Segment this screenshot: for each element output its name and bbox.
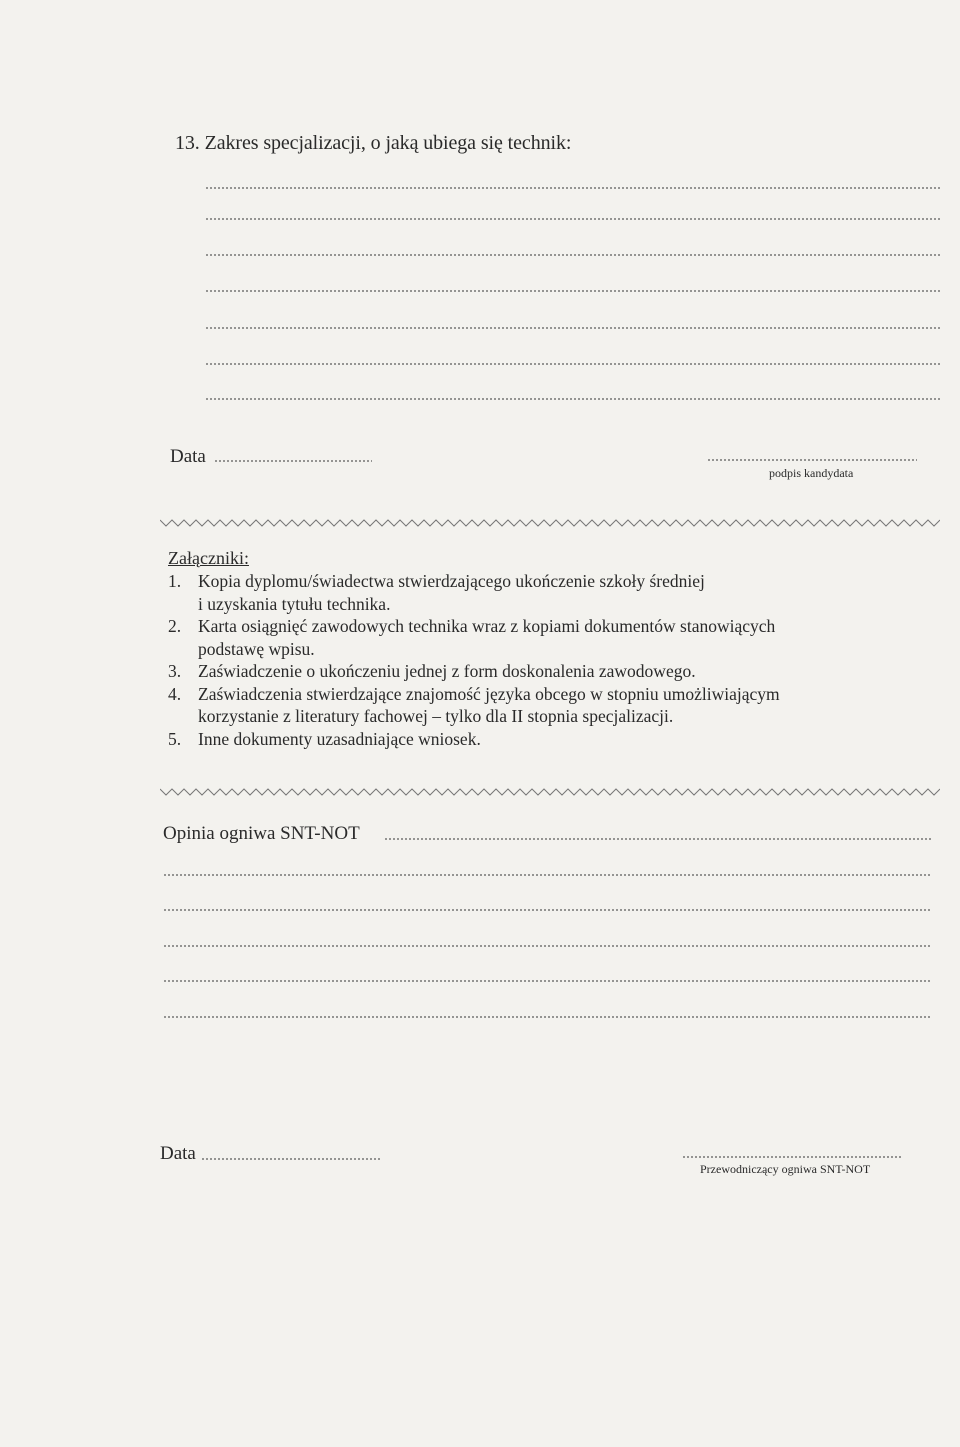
- candidate-signature-field[interactable]: [707, 459, 917, 461]
- list-item-number: 5.: [168, 728, 182, 749]
- answer-line-5[interactable]: [205, 327, 942, 329]
- list-item: [168, 615, 938, 660]
- opinion-label: Opinia ogniwa SNT-NOT: [163, 823, 360, 844]
- opinion-line-4[interactable]: [163, 945, 932, 947]
- opinion-date-field[interactable]: [201, 1158, 380, 1160]
- list-item-text: i uzyskania tytułu technika.: [198, 593, 391, 614]
- answer-line-6[interactable]: [205, 363, 942, 365]
- list-item-text: Zaświadczenie o ukończeniu jednej z form doskonalenia zawodowego.: [198, 661, 696, 681]
- list-item: [168, 728, 938, 751]
- list-item-number: 3.: [168, 661, 182, 681]
- section-divider: [160, 518, 940, 528]
- opinion-line-1[interactable]: [384, 838, 932, 840]
- list-item-number: 1.: [168, 571, 182, 591]
- list-item: [168, 660, 938, 683]
- answer-line-4[interactable]: [205, 290, 942, 292]
- opinion-line-3[interactable]: [163, 909, 932, 911]
- list-item-number: 4.: [168, 683, 182, 704]
- list-item-text: Inne dokumenty uzasadniające wniosek.: [198, 728, 481, 749]
- list-item-text: Karta osiągnięć zawodowych technika wraz z kopiami dokumentów stanowiących: [198, 616, 776, 636]
- attachments-list: [168, 570, 938, 750]
- answer-line-1[interactable]: [205, 187, 942, 189]
- list-item-text: Zaświadczenia stwierdzające znajomość języka obcego w stopniu umożliwiającym: [198, 683, 780, 704]
- list-item-number: 2.: [168, 616, 182, 636]
- chairman-signature-field[interactable]: [682, 1156, 902, 1158]
- list-item: [168, 683, 938, 728]
- section-divider: [160, 787, 940, 797]
- candidate-date-label: Data: [170, 446, 206, 467]
- answer-line-3[interactable]: [205, 254, 942, 256]
- attachments-heading: Załączniki:: [168, 548, 249, 568]
- candidate-date-field[interactable]: [214, 460, 372, 462]
- opinion-date-label: Data: [160, 1143, 196, 1164]
- list-item-text: podstawę wpisu.: [198, 638, 315, 659]
- candidate-signature-caption: podpis kandydata: [769, 466, 854, 480]
- opinion-line-5[interactable]: [163, 980, 932, 982]
- list-item-text: korzystanie z literatury fachowej – tylko dla II stopnia specjalizacji.: [198, 706, 674, 726]
- list-item: [168, 570, 938, 615]
- section-13-title: 13. Zakres specjalizacji, o jaką ubiega się technik:: [175, 132, 572, 154]
- answer-line-7[interactable]: [205, 398, 942, 400]
- opinion-line-2[interactable]: [163, 874, 932, 876]
- answer-line-2[interactable]: [205, 218, 942, 220]
- list-item-text: Kopia dyplomu/świadectwa stwierdzającego ukończenie szkoły średniej: [198, 571, 705, 591]
- opinion-line-6[interactable]: [163, 1016, 932, 1018]
- chairman-signature-caption: Przewodniczący ogniwa SNT-NOT: [700, 1162, 871, 1176]
